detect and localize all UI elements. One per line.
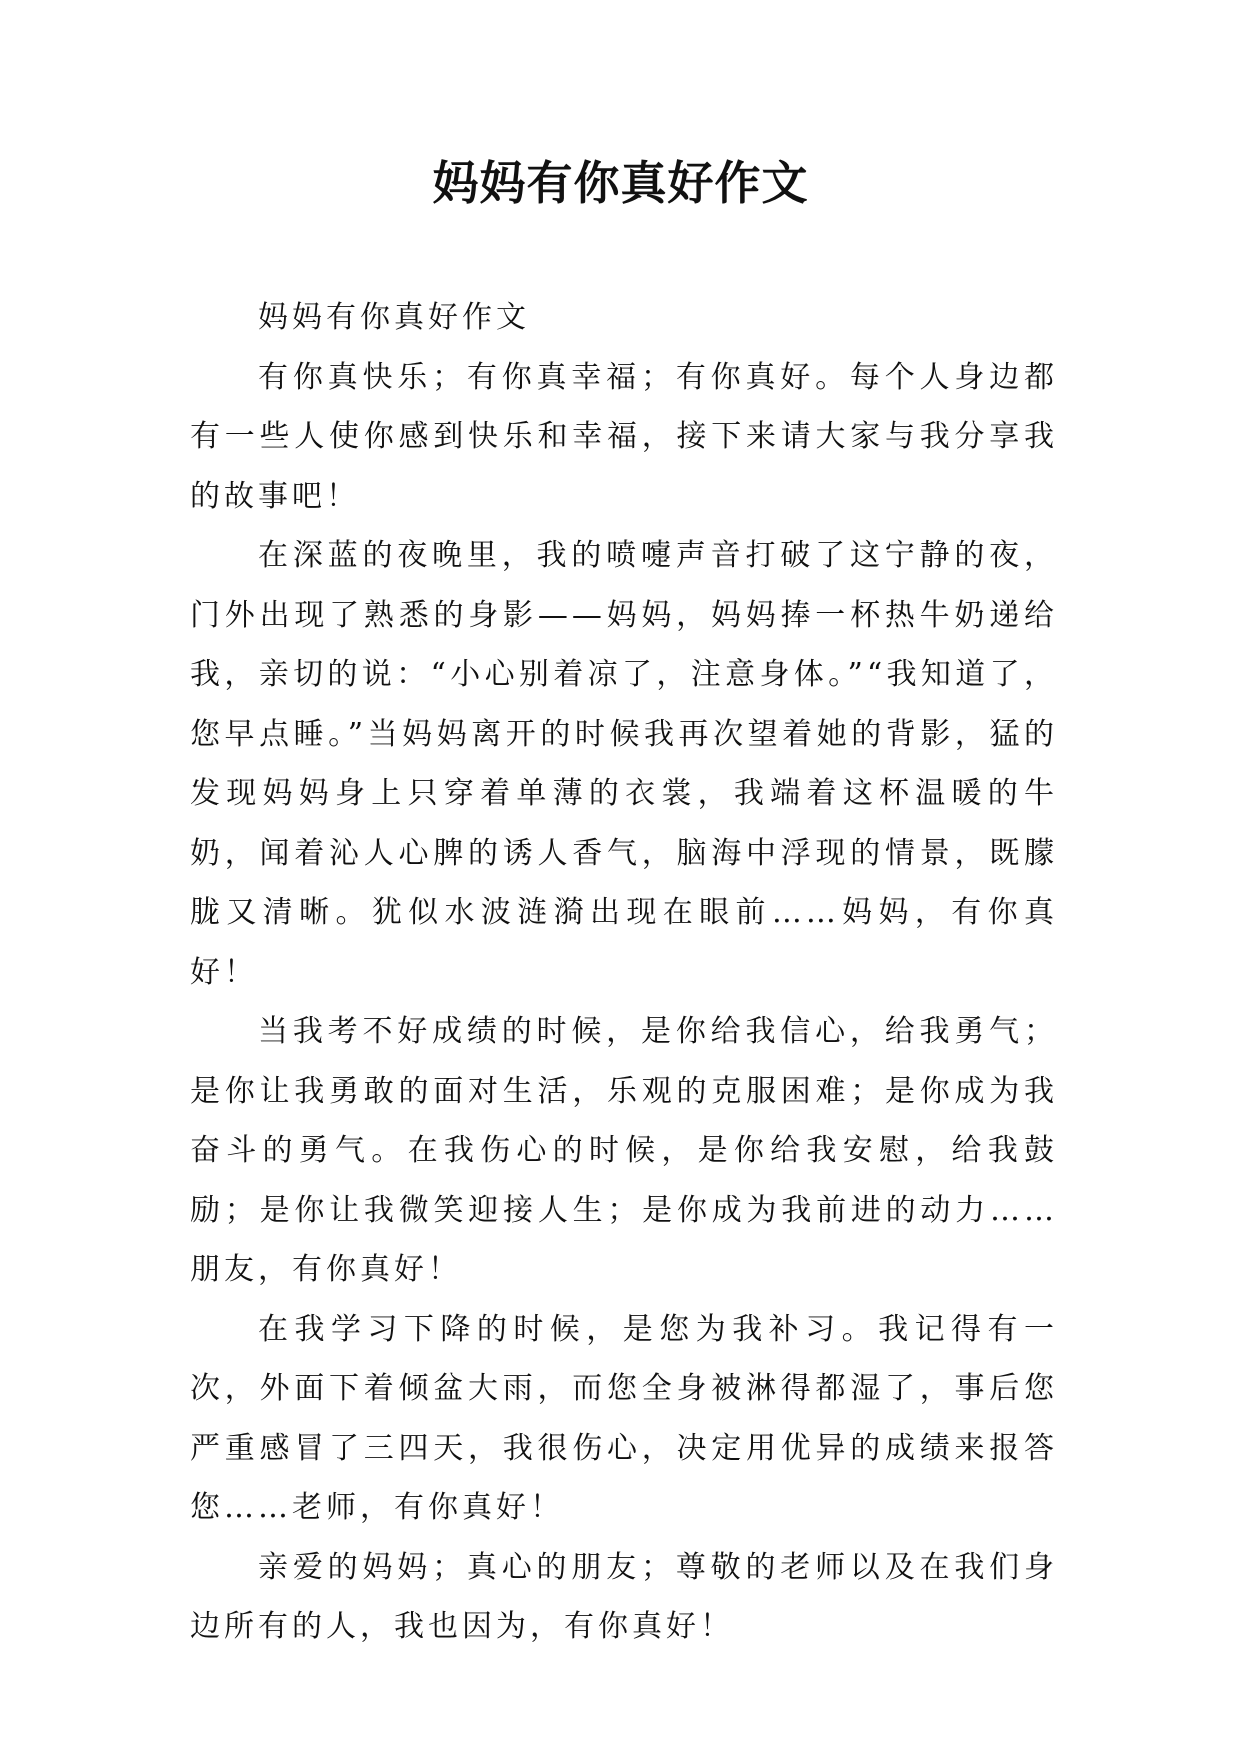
paragraph-friend: 当我考不好成绩的时候，是你给我信心，给我勇气；是你让我勇敢的面对生活，乐观的克服困难；是你成为我奋斗的勇气。在我伤心的时候，是你给我安慰，给我鼓励；是你让我微笑迎接人生；是你成为我前进的动力……朋友，有你真好！ — [190, 1014, 1058, 1287]
paragraph-conclusion: 亲爱的妈妈；真心的朋友；尊敬的老师以及在我们身边所有的人，我也因为，有你真好！ — [190, 1549, 1058, 1644]
paragraph-teacher: 在我学习下降的时候，是您为我补习。我记得有一次，外面下着倾盆大雨，而您全身被淋得都湿了，事后您严重感冒了三四天，我很伤心，决定用优异的成绩来报答您……老师，有你真好！ — [190, 1311, 1058, 1525]
document-body — [190, 288, 1058, 1657]
paragraph-mother: 在深蓝的夜晚里，我的喷嚏声音打破了这宁静的夜，门外出现了熟悉的身影——妈妈，妈妈捧一杯热牛奶递给我，亲切的说：“小心别着凉了，注意身体。”“我知道了，您早点睡。”当妈妈离开的时候我再次望着她的背影，猛的发现妈妈身上只穿着单薄的衣裳，我端着这杯温暖的牛奶，闻着沁人心脾的诱人香气，脑海中浮现的情景，既朦胧又清晰。犹似水波涟漪出现在眼前……妈妈，有你真好！ — [190, 538, 1058, 990]
paragraph-subtitle: 妈妈有你真好作文 — [258, 300, 530, 335]
paragraph-intro: 有你真快乐；有你真幸福；有你真好。每个人身边都有一些人使你感到快乐和幸福，接下来请大家与我分享我的故事吧！ — [190, 359, 1058, 514]
document-title: 妈妈有你真好作文 — [432, 156, 809, 210]
